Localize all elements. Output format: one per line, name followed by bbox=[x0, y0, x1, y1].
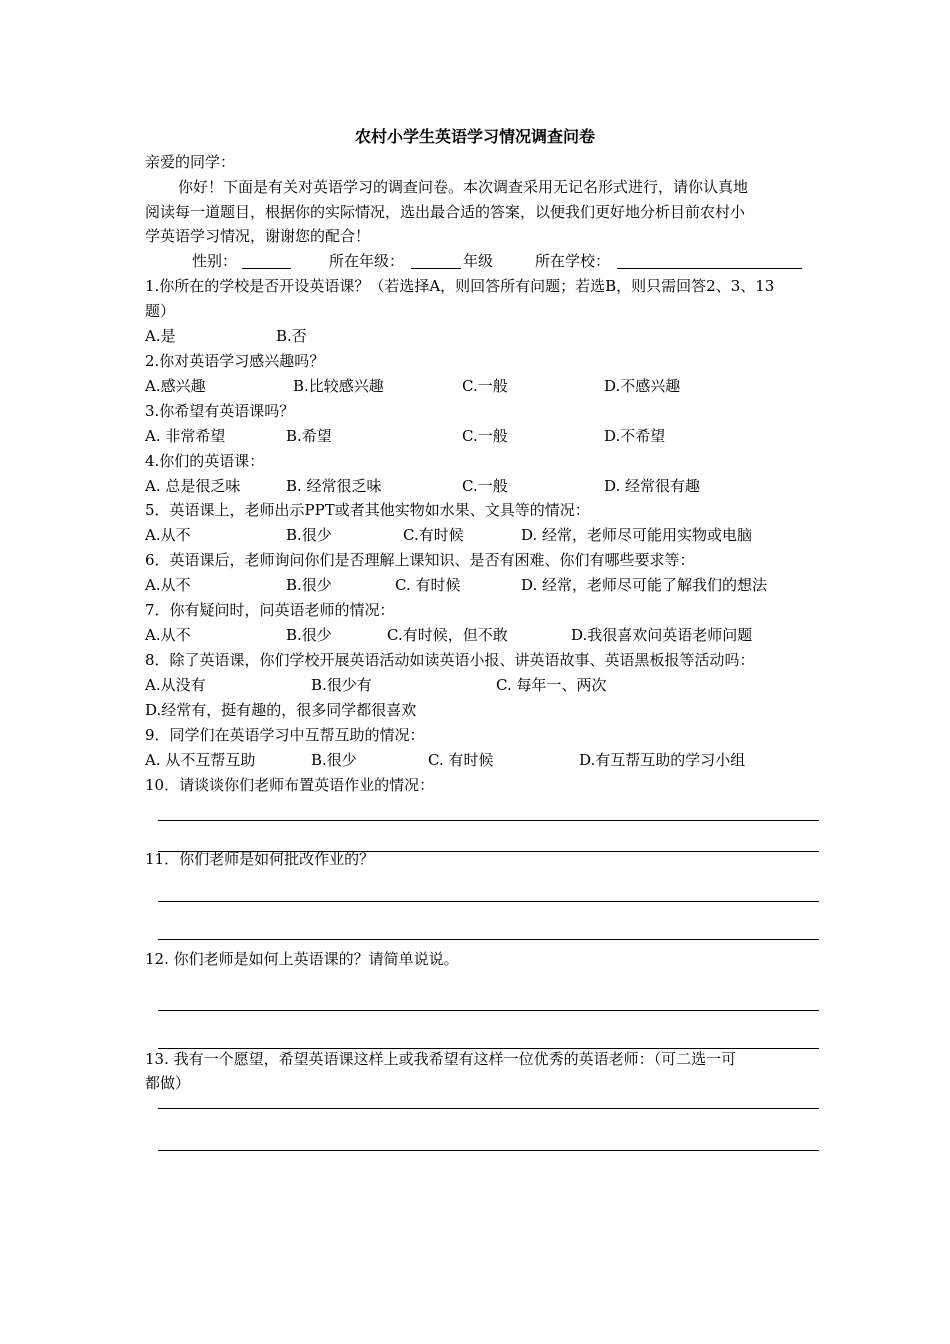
question-6-option-b[interactable]: B.很少 bbox=[286, 576, 332, 594]
gender-label: 性别： bbox=[192, 252, 238, 270]
question-9-text: 9．同学们在英语学习中互帮互助的情况： bbox=[145, 726, 425, 744]
question-3-option-d[interactable]: D.不希望 bbox=[604, 427, 666, 445]
question-8-option-b[interactable]: B.很少有 bbox=[311, 676, 372, 694]
intro-line-2: 阅读每一道题目，根据你的实际情况，选出最合适的答案，以便我们更好地分析目前农村小 bbox=[145, 203, 746, 221]
question-3-option-b[interactable]: B.希望 bbox=[286, 427, 332, 445]
question-1-option-a[interactable]: A.是 bbox=[145, 327, 176, 345]
question-12-answer-line-1[interactable] bbox=[158, 1010, 819, 1011]
page-title: 农村小学生英语学习情况调查问卷 bbox=[354, 127, 595, 146]
question-8-option-c[interactable]: C. 每年一、两次 bbox=[496, 676, 607, 694]
question-1-option-b[interactable]: B.否 bbox=[276, 327, 307, 345]
question-8-option-d[interactable]: D.经常有，挺有趣的，很多同学都很喜欢 bbox=[145, 701, 417, 719]
question-3-text: 3.你希望有英语课吗？ bbox=[145, 402, 295, 420]
question-2-option-b[interactable]: B.比较感兴趣 bbox=[293, 377, 384, 395]
question-6-option-a[interactable]: A.从不 bbox=[145, 576, 191, 594]
greeting: 亲爱的同学： bbox=[145, 153, 236, 171]
question-1-text-cont: 题） bbox=[145, 302, 176, 320]
intro-line-3: 学英语学习情况，谢谢您的配合！ bbox=[145, 227, 371, 245]
question-7-option-c[interactable]: C.有时候，但不敢 bbox=[387, 626, 508, 644]
question-6-option-c[interactable]: C. 有时候 bbox=[395, 576, 461, 594]
question-2-text: 2.你对英语学习感兴趣吗？ bbox=[145, 352, 325, 370]
question-2-option-c[interactable]: C.一般 bbox=[462, 377, 508, 395]
question-7-option-b[interactable]: B.很少 bbox=[286, 626, 332, 644]
question-13-text: 13. 我有一个愿望，希望英语课这样上或我希望有这样一位优秀的英语老师：（可二选一可 bbox=[145, 1050, 737, 1068]
question-7-option-a[interactable]: A.从不 bbox=[145, 626, 191, 644]
question-8-text: 8．除了英语课，你们学校开展英语活动如读英语小报、讲英语故事、英语黑板报等活动吗： bbox=[145, 651, 755, 669]
question-3-option-c[interactable]: C.一般 bbox=[462, 427, 508, 445]
question-11-text: 11．你们老师是如何批改作业的？ bbox=[145, 850, 375, 868]
question-13-text-cont: 都做） bbox=[145, 1074, 191, 1092]
question-4-option-d[interactable]: D. 经常很有趣 bbox=[604, 477, 701, 495]
question-4-text: 4.你们的英语课： bbox=[145, 452, 265, 470]
question-6-option-d[interactable]: D. 经常，老师尽可能了解我们的想法 bbox=[521, 576, 768, 594]
question-13-answer-line-1[interactable] bbox=[158, 1108, 819, 1109]
question-5-text: 5．英语课上，老师出示PPT或者其他实物如水果、文具等的情况： bbox=[145, 501, 590, 519]
question-10-text: 10．请谈谈你们老师布置英语作业的情况： bbox=[145, 776, 435, 794]
question-9-option-a[interactable]: A. 从不互帮互助 bbox=[145, 751, 256, 769]
question-1-text: 1.你所在的学校是否开设英语课？（若选择A，则回答所有问题；若选B，则只需回答2、3、13 bbox=[145, 277, 775, 295]
question-9-option-d[interactable]: D.有互帮互助的学习小组 bbox=[579, 751, 746, 769]
question-5-option-b[interactable]: B.很少 bbox=[286, 526, 332, 544]
question-5-option-c[interactable]: C.有时候 bbox=[403, 526, 464, 544]
question-7-option-d[interactable]: D.我很喜欢问英语老师问题 bbox=[571, 626, 753, 644]
grade-label: 所在年级： bbox=[329, 252, 405, 270]
question-7-text: 7．你有疑问时，问英语老师的情况： bbox=[145, 601, 395, 619]
gender-field[interactable] bbox=[242, 254, 291, 269]
question-13-answer-line-2[interactable] bbox=[158, 1150, 819, 1151]
question-5-option-d[interactable]: D. 经常，老师尽可能用实物或电脑 bbox=[521, 526, 753, 544]
question-9-option-c[interactable]: C. 有时候 bbox=[428, 751, 494, 769]
question-4-option-c[interactable]: C.一般 bbox=[462, 477, 508, 495]
question-2-option-a[interactable]: A.感兴趣 bbox=[145, 377, 206, 395]
school-field[interactable] bbox=[617, 254, 802, 269]
grade-suffix: 年级 bbox=[463, 252, 494, 270]
question-11-answer-line-1[interactable] bbox=[158, 901, 819, 902]
question-8-option-a[interactable]: A.从没有 bbox=[145, 676, 206, 694]
question-6-text: 6．英语课后，老师询问你们是否理解上课知识、是否有困难、你们有哪些要求等： bbox=[145, 551, 695, 569]
question-12-text: 12. 你们老师是如何上英语课的？请简单说说。 bbox=[145, 950, 459, 968]
question-10-answer-line-1[interactable] bbox=[158, 820, 819, 821]
question-3-option-a[interactable]: A. 非常希望 bbox=[145, 427, 226, 445]
intro-line-1: 你好！下面是有关对英语学习的调查问卷。本次调查采用无记名形式进行，请你认真地 bbox=[178, 178, 749, 196]
question-2-option-d[interactable]: D.不感兴趣 bbox=[604, 377, 681, 395]
school-label: 所在学校： bbox=[535, 252, 611, 270]
question-5-option-a[interactable]: A.从不 bbox=[145, 526, 191, 544]
question-4-option-a[interactable]: A. 总是很乏味 bbox=[145, 477, 241, 495]
question-11-answer-line-2[interactable] bbox=[158, 939, 819, 940]
question-9-option-b[interactable]: B.很少 bbox=[311, 751, 357, 769]
question-4-option-b[interactable]: B. 经常很乏味 bbox=[286, 477, 382, 495]
grade-field[interactable] bbox=[411, 254, 461, 269]
